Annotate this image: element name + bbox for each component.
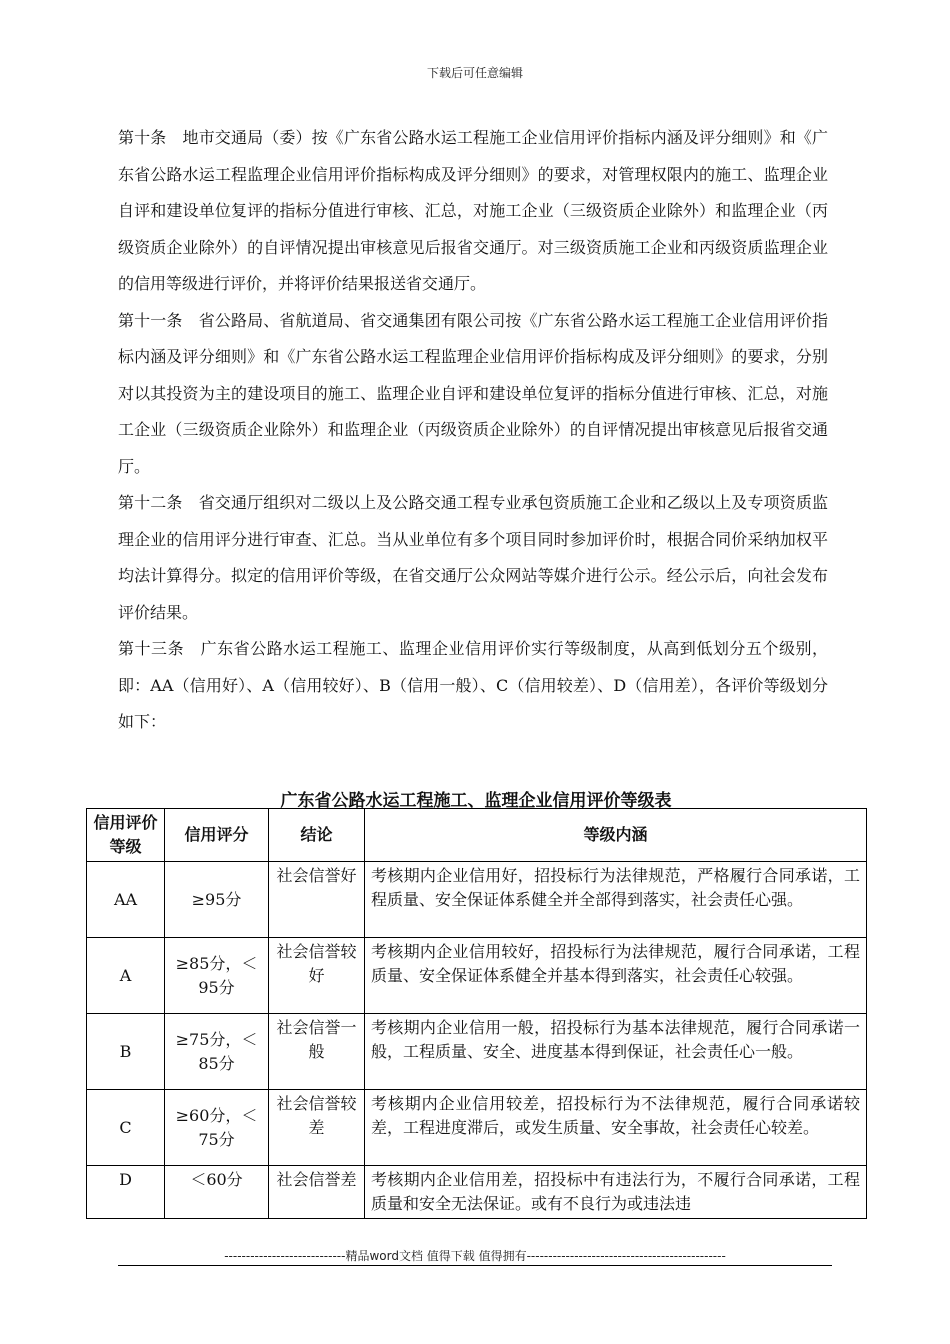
score-cell: ≥85分，＜95分 [165, 938, 269, 1014]
table-row [87, 1090, 867, 1166]
table-row [87, 1014, 867, 1090]
conclusion-cell: 社会信誉较差 [269, 1090, 365, 1166]
article-11: 第十一条 省公路局、省航道局、省交通集团有限公司按《广东省公路水运工程施工企业信用评价指标内涵及评分细则》和《广东省公路水运工程监理企业信用评价指标构成及评分细则》的要求，分别对以其投资为主的建设项目的施工、监理企业自评和建设单位复评的指标分值进行审核、汇总，对施工企业（三级资质企业除外）和监理企业（丙级资质企业除外）的自评情况提出审核意见后报省交通厅。 [118, 310, 828, 476]
description-cell: 考核期内企业信用差，招投标中有违法行为，不履行合同承诺，工程质量和安全无法保证。或有不良行为或违法违 [365, 1166, 867, 1219]
grade-cell: B [87, 1014, 165, 1090]
header-conclusion: 结论 [269, 809, 365, 862]
description-cell: 考核期内企业信用较差，招投标行为不法律规范，履行合同承诺较差，工程进度滞后，或发生质量、安全事故，社会责任心较差。 [365, 1090, 867, 1166]
table-row [87, 938, 867, 1014]
article-10: 第十条 地市交通局（委）按《广东省公路水运工程施工企业信用评价指标内涵及评分细则》和《广东省公路水运工程监理企业信用评价指标构成及评分细则》的要求，对管理权限内的施工、监理企业自评和建设单位复评的指标分值进行审核、汇总，对施工企业（三级资质企业除外）和监理企业（丙级资质企业除外）的自评情况提出审核意见后报省交通厅。对三级资质施工企业和丙级资质监理企业的信用等级进行评价，并将评价结果报送省交通厅。 [118, 128, 828, 293]
score-cell: ≥95分 [165, 862, 269, 938]
score-cell: ≥60分，＜75分 [165, 1090, 269, 1166]
table-header-row [87, 809, 867, 862]
description-cell: 考核期内企业信用一般，招投标行为基本法律规范，履行合同承诺一般，工程质量、安全、进度基本得到保证，社会责任心一般。 [365, 1014, 867, 1090]
header-grade: 信用评价等级 [87, 809, 165, 862]
document-body [118, 120, 828, 741]
grade-cell: C [87, 1090, 165, 1166]
grade-cell: AA [87, 862, 165, 938]
article-12: 第十二条 省交通厅组织对二级以上及公路交通工程专业承包资质施工企业和乙级以上及专项资质监理企业的信用评分进行审查、汇总。当从业单位有多个项目同时参加评价时，根据合同价采纳加权平均法计算得分。拟定的信用评价等级，在省交通厅公众网站等媒介进行公示。经公示后，向社会发布评价结果。 [118, 493, 828, 622]
conclusion-cell: 社会信誉好 [269, 862, 365, 938]
conclusion-cell: 社会信誉差 [269, 1166, 365, 1219]
page-header: 下载后可任意编辑 [426, 66, 523, 80]
conclusion-cell: 社会信誉一般 [269, 1014, 365, 1090]
table-row [87, 1166, 867, 1219]
table-title: 广东省公路水运工程施工、监理企业信用评价等级表 [280, 791, 672, 811]
footer-divider [118, 1265, 832, 1266]
score-cell: ＜60分 [165, 1166, 269, 1219]
header-description: 等级内涵 [365, 809, 867, 862]
description-cell: 考核期内企业信用较好，招投标行为法律规范，履行合同承诺，工程质量、安全保证体系健全并基本得到落实，社会责任心较强。 [365, 938, 867, 1014]
article-13: 第十三条 广东省公路水运工程施工、监理企业信用评价实行等级制度，从高到低划分五个级别，即：AA（信用好）、A（信用较好）、B（信用一般）、C（信用较差）、D（信用差），各评价等级划分如下： [118, 639, 828, 731]
score-cell: ≥75分，＜85分 [165, 1014, 269, 1090]
credit-grade-table [86, 808, 867, 1219]
grade-cell: A [87, 938, 165, 1014]
description-cell: 考核期内企业信用好，招投标行为法律规范，严格履行合同承诺，工程质量、安全保证体系健全并全部得到落实，社会责任心强。 [365, 862, 867, 938]
grade-cell: D [87, 1166, 165, 1219]
conclusion-cell: 社会信誉较好 [269, 938, 365, 1014]
header-score: 信用评分 [165, 809, 269, 862]
page-footer: ----------------------------精品word文档 值得下载 值得拥有---------------------------------------------- [224, 1249, 726, 1263]
table-row [87, 862, 867, 938]
